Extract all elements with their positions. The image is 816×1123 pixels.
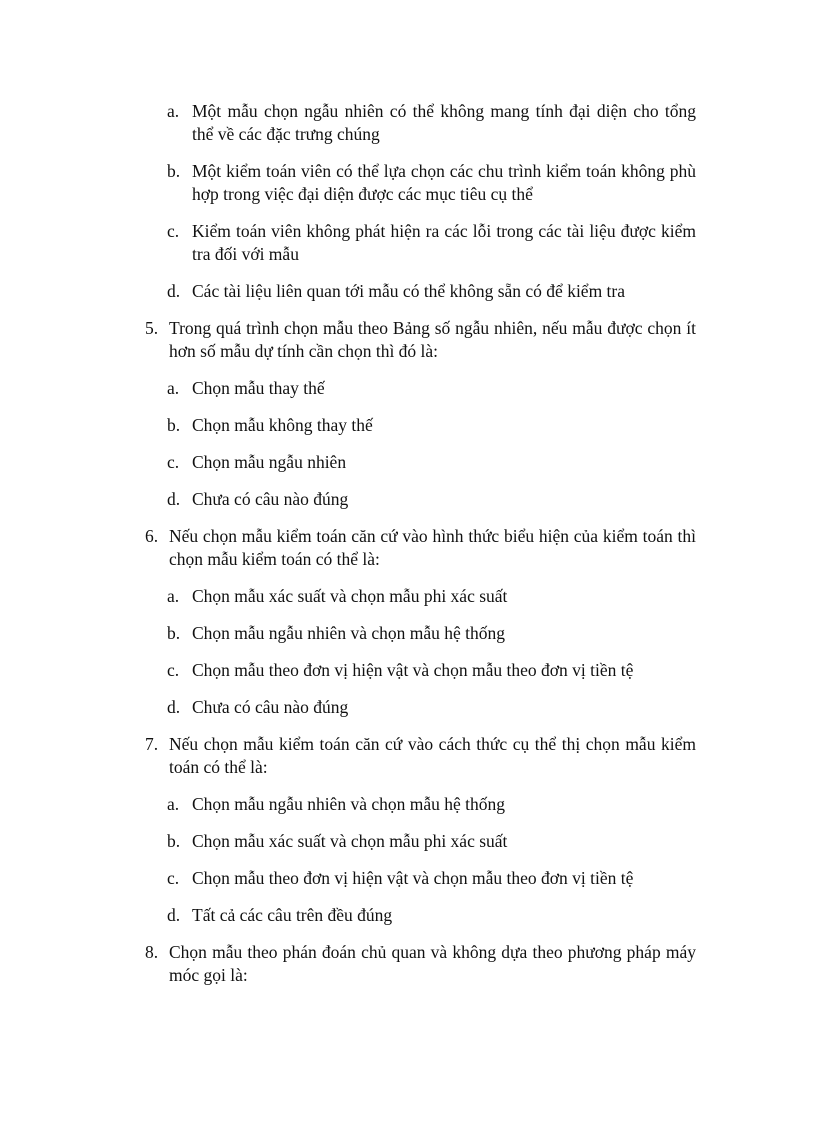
question-number: 5. bbox=[145, 318, 159, 338]
option-text: Chọn mẫu theo đơn vị hiện vật và chọn mẫu theo đơn vị tiền tệ bbox=[192, 660, 634, 680]
option-letter: b. bbox=[167, 161, 181, 181]
q7-option-b bbox=[167, 830, 696, 853]
question-8 bbox=[145, 941, 696, 987]
option-text: Một mẫu chọn ngẫu nhiên có thể không mang tính đại diện cho tổng thể về các đặc trưng chúng bbox=[192, 101, 696, 144]
option-letter: d. bbox=[167, 281, 181, 301]
option-text: Chọn mẫu ngẫu nhiên và chọn mẫu hệ thống bbox=[192, 623, 505, 643]
option-text: Các tài liệu liên quan tới mẫu có thể không sẵn có để kiểm tra bbox=[192, 281, 626, 301]
question-text: Nếu chọn mẫu kiểm toán căn cứ vào hình thức biểu hiện của kiểm toán thì chọn mẫu kiểm toán có thể là: bbox=[169, 526, 696, 569]
q6-option-c bbox=[167, 659, 696, 682]
option-text: Chọn mẫu ngẫu nhiên bbox=[192, 452, 347, 472]
option-letter: a. bbox=[167, 378, 180, 398]
q6-option-b bbox=[167, 622, 696, 645]
q5-option-a bbox=[167, 377, 696, 400]
q5-option-b bbox=[167, 414, 696, 437]
q6-option-a bbox=[167, 585, 696, 608]
option-text: Tất cả các câu trên đều đúng bbox=[192, 905, 393, 925]
option-letter: b. bbox=[167, 415, 181, 435]
option-text: Chọn mẫu thay thế bbox=[192, 378, 325, 398]
option-letter: a. bbox=[167, 101, 180, 121]
question-text: Chọn mẫu theo phán đoán chủ quan và không dựa theo phương pháp máy móc gọi là: bbox=[169, 942, 696, 985]
q7-option-d bbox=[167, 904, 696, 927]
option-letter: c. bbox=[167, 452, 180, 472]
option-letter: c. bbox=[167, 221, 180, 241]
question-number: 8. bbox=[145, 942, 159, 962]
option-text: Chọn mẫu không thay thế bbox=[192, 415, 373, 435]
q5-option-c bbox=[167, 451, 696, 474]
option-text: Kiểm toán viên không phát hiện ra các lỗi trong các tài liệu được kiểm tra đối với mẫu bbox=[192, 221, 696, 264]
option-letter: d. bbox=[167, 489, 181, 509]
option-letter: c. bbox=[167, 660, 180, 680]
option-text: Chọn mẫu xác suất và chọn mẫu phi xác suất bbox=[192, 831, 508, 851]
question-7 bbox=[145, 733, 696, 779]
option-text: Chọn mẫu xác suất và chọn mẫu phi xác suất bbox=[192, 586, 508, 606]
option-letter: a. bbox=[167, 586, 180, 606]
question-6 bbox=[145, 525, 696, 571]
q5-option-d bbox=[167, 488, 696, 511]
option-letter: d. bbox=[167, 697, 181, 717]
q4-option-d bbox=[167, 280, 696, 303]
option-letter: b. bbox=[167, 831, 181, 851]
question-text: Trong quá trình chọn mẫu theo Bảng số ngẫu nhiên, nếu mẫu được chọn ít hơn số mẫu dự tính cần chọn thì đó là: bbox=[169, 318, 696, 361]
q6-option-d bbox=[167, 696, 696, 719]
option-letter: b. bbox=[167, 623, 181, 643]
q7-option-c bbox=[167, 867, 696, 890]
option-text: Chọn mẫu ngẫu nhiên và chọn mẫu hệ thống bbox=[192, 794, 505, 814]
option-letter: c. bbox=[167, 868, 180, 888]
option-text: Chọn mẫu theo đơn vị hiện vật và chọn mẫu theo đơn vị tiền tệ bbox=[192, 868, 634, 888]
question-number: 6. bbox=[145, 526, 159, 546]
option-text: Chưa có câu nào đúng bbox=[192, 697, 349, 717]
q4-option-c bbox=[167, 220, 696, 266]
question-text: Nếu chọn mẫu kiểm toán căn cứ vào cách thức cụ thể thị chọn mẫu kiểm toán có thể là: bbox=[169, 734, 696, 777]
option-text: Chưa có câu nào đúng bbox=[192, 489, 349, 509]
option-letter: a. bbox=[167, 794, 180, 814]
q7-option-a bbox=[167, 793, 696, 816]
document-page bbox=[0, 100, 816, 1001]
q4-option-a bbox=[167, 100, 696, 146]
question-5 bbox=[145, 317, 696, 363]
question-number: 7. bbox=[145, 734, 159, 754]
q4-option-b bbox=[167, 160, 696, 206]
option-letter: d. bbox=[167, 905, 181, 925]
option-text: Một kiểm toán viên có thể lựa chọn các chu trình kiểm toán không phù hợp trong việc đại diện được các mục tiêu cụ thể bbox=[192, 161, 696, 204]
